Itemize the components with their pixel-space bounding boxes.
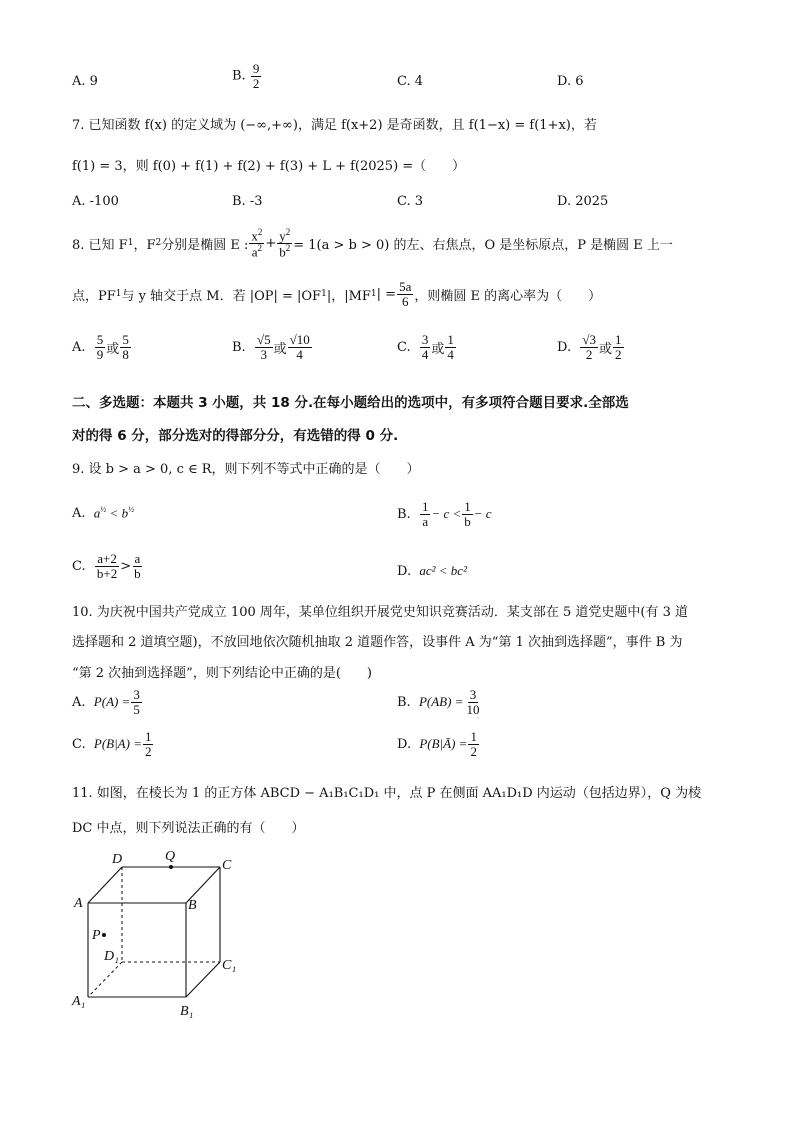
edge-c1-b1	[186, 962, 220, 997]
label-p: P	[92, 928, 101, 943]
q10-stem-line2: 选择题和 2 道填空题)，不放回地依次随机抽取 2 道题作答，设事件 A 为“第 1 次抽到选择题”，事件 B 为	[72, 635, 683, 650]
q7-stem-line1: 7. 已知函数 f(x) 的定义域为 (−∞,+∞)，满足 f(x+2) 是奇函数，且 f(1−x) = f(1+x)，若	[72, 118, 597, 133]
q8-mf1-fraction: $\frac{5a}{6}$	[399, 279, 412, 309]
label-d: D	[112, 852, 123, 867]
q9-stem: 9. 设 b > a > 0, c ∈ R，则下列不等式中正确的是（ ）	[72, 462, 420, 477]
label-a1: A₁	[72, 994, 86, 1009]
q10-option-d: D. P(B|Ā) = $\frac{1}{2}$	[397, 729, 477, 759]
point-p	[102, 933, 106, 937]
q6-option-b	[232, 62, 262, 90]
label-d1: D₁	[104, 949, 119, 964]
section2-heading-line1: 二、多选题：本题共 3 小题，共 18 分.在每小题给出的选项中，有多项符合题目要求.全部选	[72, 395, 629, 411]
q10-option-c: C. P(B|A) = $\frac{1}{2}$	[72, 729, 152, 759]
q10-option-a: A. P(A) = $\frac{3}{5}$	[72, 687, 140, 717]
q8-option-b: B. $\frac{√5}{3}$ 或 $\frac{√10}{4}$	[232, 332, 310, 362]
q8-stem-line2: 点，PF 1 与 y 轴交于点 M．若 |OP| = |OF 1 |，|MF 1 | = $\frac{5a}{6}$ ，则椭圆 E 的离心率为（ ）	[72, 279, 602, 309]
section2-heading-line2: 对的得 6 分，部分选对的得部分分，有选错的得 0 分.	[72, 428, 399, 444]
q8-option-d: D. $\frac{√3}{2}$ 或 $\frac{1}{2}$	[557, 332, 622, 362]
q9-option-c: C. $\frac{a+2}{b+2}$ > $\frac{a}{b}$	[72, 551, 141, 581]
label-b: B	[188, 898, 197, 913]
q6-option-b-label: B.	[232, 68, 246, 84]
q9-option-d: D. ac² < bc²	[397, 563, 467, 579]
q10-stem-line1: 10. 为庆祝中国共产党成立 100 周年，某单位组织开展党史知识竞赛活动．某支部在 5 道党史题中(有 3 道	[72, 605, 689, 620]
q7-option-c: C. 3	[397, 194, 424, 209]
point-q	[169, 865, 173, 869]
q9-option-b: B. $\frac{1}{a}$ − c < $\frac{1}{b}$ − c	[397, 499, 492, 529]
q10-stem-line3: “第 2 次抽到选择题”，则下列结论中正确的是( )	[72, 666, 372, 681]
label-c: C	[222, 858, 232, 873]
q7-stem-line2: f(1) = 3，则 f(0) + f(1) + f(2) + f(3) + L + f(2025) =（ ）	[72, 159, 466, 174]
edge-d1-a1-hidden	[88, 962, 122, 997]
q8-ellipse-x-term: $\frac{x^2}{a^2}$	[251, 227, 263, 260]
label-q: Q	[165, 849, 176, 864]
q8-stem-line1: 8. 已知 F 1 ，F 2 分别是椭圆 E : $\frac{x^2}{a^2}$ + $\frac{y^2}{b^2}$ = 1(a > b > 0) 的左、右焦点，O 是坐标原点，P 是椭圆 E 上一	[72, 227, 673, 260]
q6-option-d: D. 6	[557, 74, 584, 89]
q7-option-d: D. 2025	[557, 194, 609, 209]
q11-stem-line1: 11. 如图，在棱长为 1 的正方体 ABCD − A₁B₁C₁D₁ 中，点 P 在侧面 AA₁D₁D 内运动（包括边界），Q 为棱	[72, 786, 702, 801]
q11-stem-line2: DC 中点，则下列说法正确的有（ ）	[72, 821, 305, 836]
q6-option-a: A. 9	[72, 74, 98, 89]
q6-option-c: C. 4	[397, 74, 424, 89]
q8-option-a: A. $\frac{5}{9}$ 或 $\frac{5}{8}$	[72, 332, 129, 362]
label-a: A	[74, 896, 83, 911]
edge-a-d	[88, 867, 122, 903]
q8-ellipse-y-term: $\frac{y^2}{b^2}$	[279, 227, 291, 260]
q8-option-c: C. $\frac{3}{4}$ 或 $\frac{1}{4}$	[397, 332, 454, 362]
label-c1: C₁	[222, 958, 237, 973]
q7-option-a: A. -100	[72, 194, 119, 209]
q9-option-a: A. $a^{\frac{1}{2}} < b^{\frac{1}{2}}$	[72, 505, 135, 521]
q7-option-b: B. -3	[232, 194, 263, 209]
label-b1: B₁	[180, 1004, 194, 1019]
q6-option-b-fraction: $\frac{9}{2}$	[252, 61, 260, 91]
q10-option-b: B. P(AB) = $\frac{3}{10}$	[397, 687, 480, 717]
cube-figure	[60, 845, 260, 1025]
